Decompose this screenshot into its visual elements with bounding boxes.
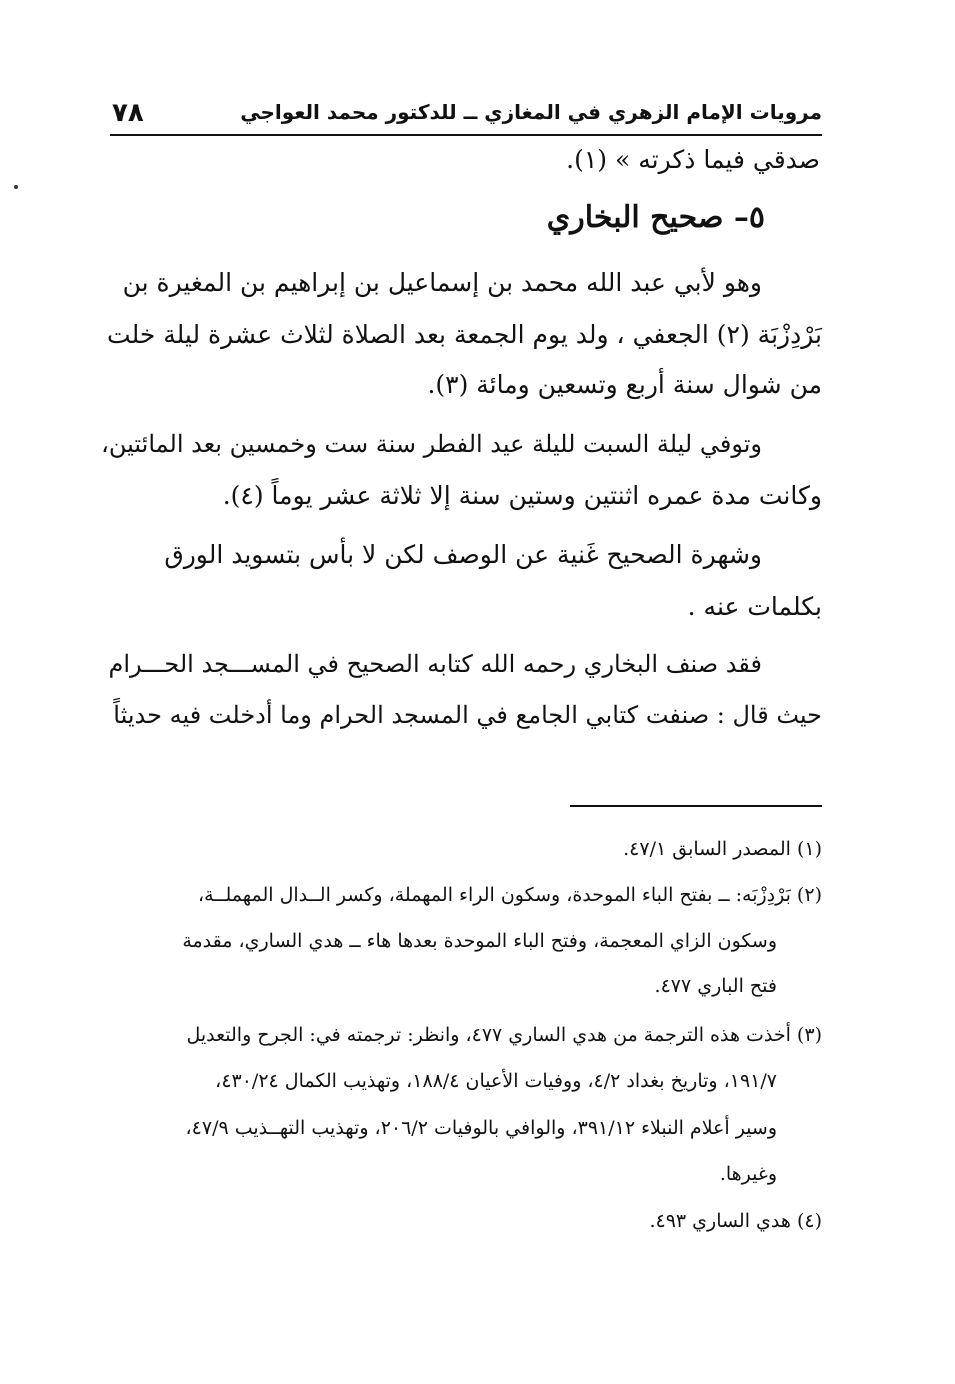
header-title: مرويات الإمام الزهري في المغازي ــ للدكتور محمد العواجي xyxy=(240,100,822,124)
footnote-2-line1: (٢) بَرْدِزْبَه: ــ بفتح الباء الموحدة، وسكون الراء المهملة، وكسر الــدال المهملــة، xyxy=(198,884,822,906)
footnote-3-line1: (٣) أخذت هذه الترجمة من هدي الساري ٤٧٧، وانظر: ترجمته في: الجرح والتعديل xyxy=(186,1024,822,1046)
footnote-4: (٤) هدي الساري ٤٩٣. xyxy=(649,1210,822,1232)
para3-line1: وشهرة الصحيح غَنية عن الوصف لكن لا بأس بتسويد الورق xyxy=(164,540,762,569)
page-number: ٧٨ xyxy=(112,98,144,128)
section-heading: ٥– صحيح البخاري xyxy=(546,200,765,235)
body-line-carryover: صدقي فيما ذكرته » (١). xyxy=(566,145,820,174)
para4-line2: حيث قال : صنفت كتابي الجامع في المسجد الحرام وما أدخلت فيه حديثاً xyxy=(113,701,822,729)
footnote-3-line3: وسير أعلام النبلاء ٣٩١/١٢، والوافي بالوفيات ٢٠٦/٢، وتهذيب التهــذيب ٤٧/٩، xyxy=(185,1117,777,1139)
scan-speck xyxy=(14,185,18,189)
para3-line2: بكلمات عنه . xyxy=(687,592,822,621)
running-header xyxy=(110,100,822,136)
footnote-1: (١) المصدر السابق ٤٧/١. xyxy=(623,838,822,860)
para4-line1: فقد صنف البخاري رحمه الله كتابه الصحيح في المســـجد الحـــرام xyxy=(108,650,762,678)
footnote-3-line4: وغيرها. xyxy=(719,1163,777,1185)
para1-line1: وهو لأبي عبد الله محمد بن إسماعيل بن إبراهيم بن المغيرة بن xyxy=(122,268,762,297)
footnote-3-line2: ١٩١/٧، وتاريخ بغداد ٤/٢، ووفيات الأعيان ١٨٨/٤، وتهذيب الكمال ٤٣٠/٢٤، xyxy=(215,1070,777,1092)
footnote-2-line3: فتح الباري ٤٧٧. xyxy=(654,975,777,997)
footnote-2-line2: وسكون الزاي المعجمة، وفتح الباء الموحدة بعدها هاء ــ هدي الساري، مقدمة xyxy=(182,930,777,952)
para2-line2: وكانت مدة عمره اثنتين وستين سنة إلا ثلاثة عشر يوماً (٤). xyxy=(222,481,822,510)
para1-line3: من شوال سنة أربع وتسعين ومائة (٣). xyxy=(427,370,822,399)
para1-line2: بَرْدِزْبَة (٢) الجعفي ، ولد يوم الجمعة بعد الصلاة لثلاث عشرة ليلة خلت xyxy=(107,320,822,349)
para2-line1: وتوفي ليلة السبت لليلة عيد الفطر سنة ست وخمسين بعد المائتين، xyxy=(101,430,762,458)
footnote-separator xyxy=(570,805,822,807)
